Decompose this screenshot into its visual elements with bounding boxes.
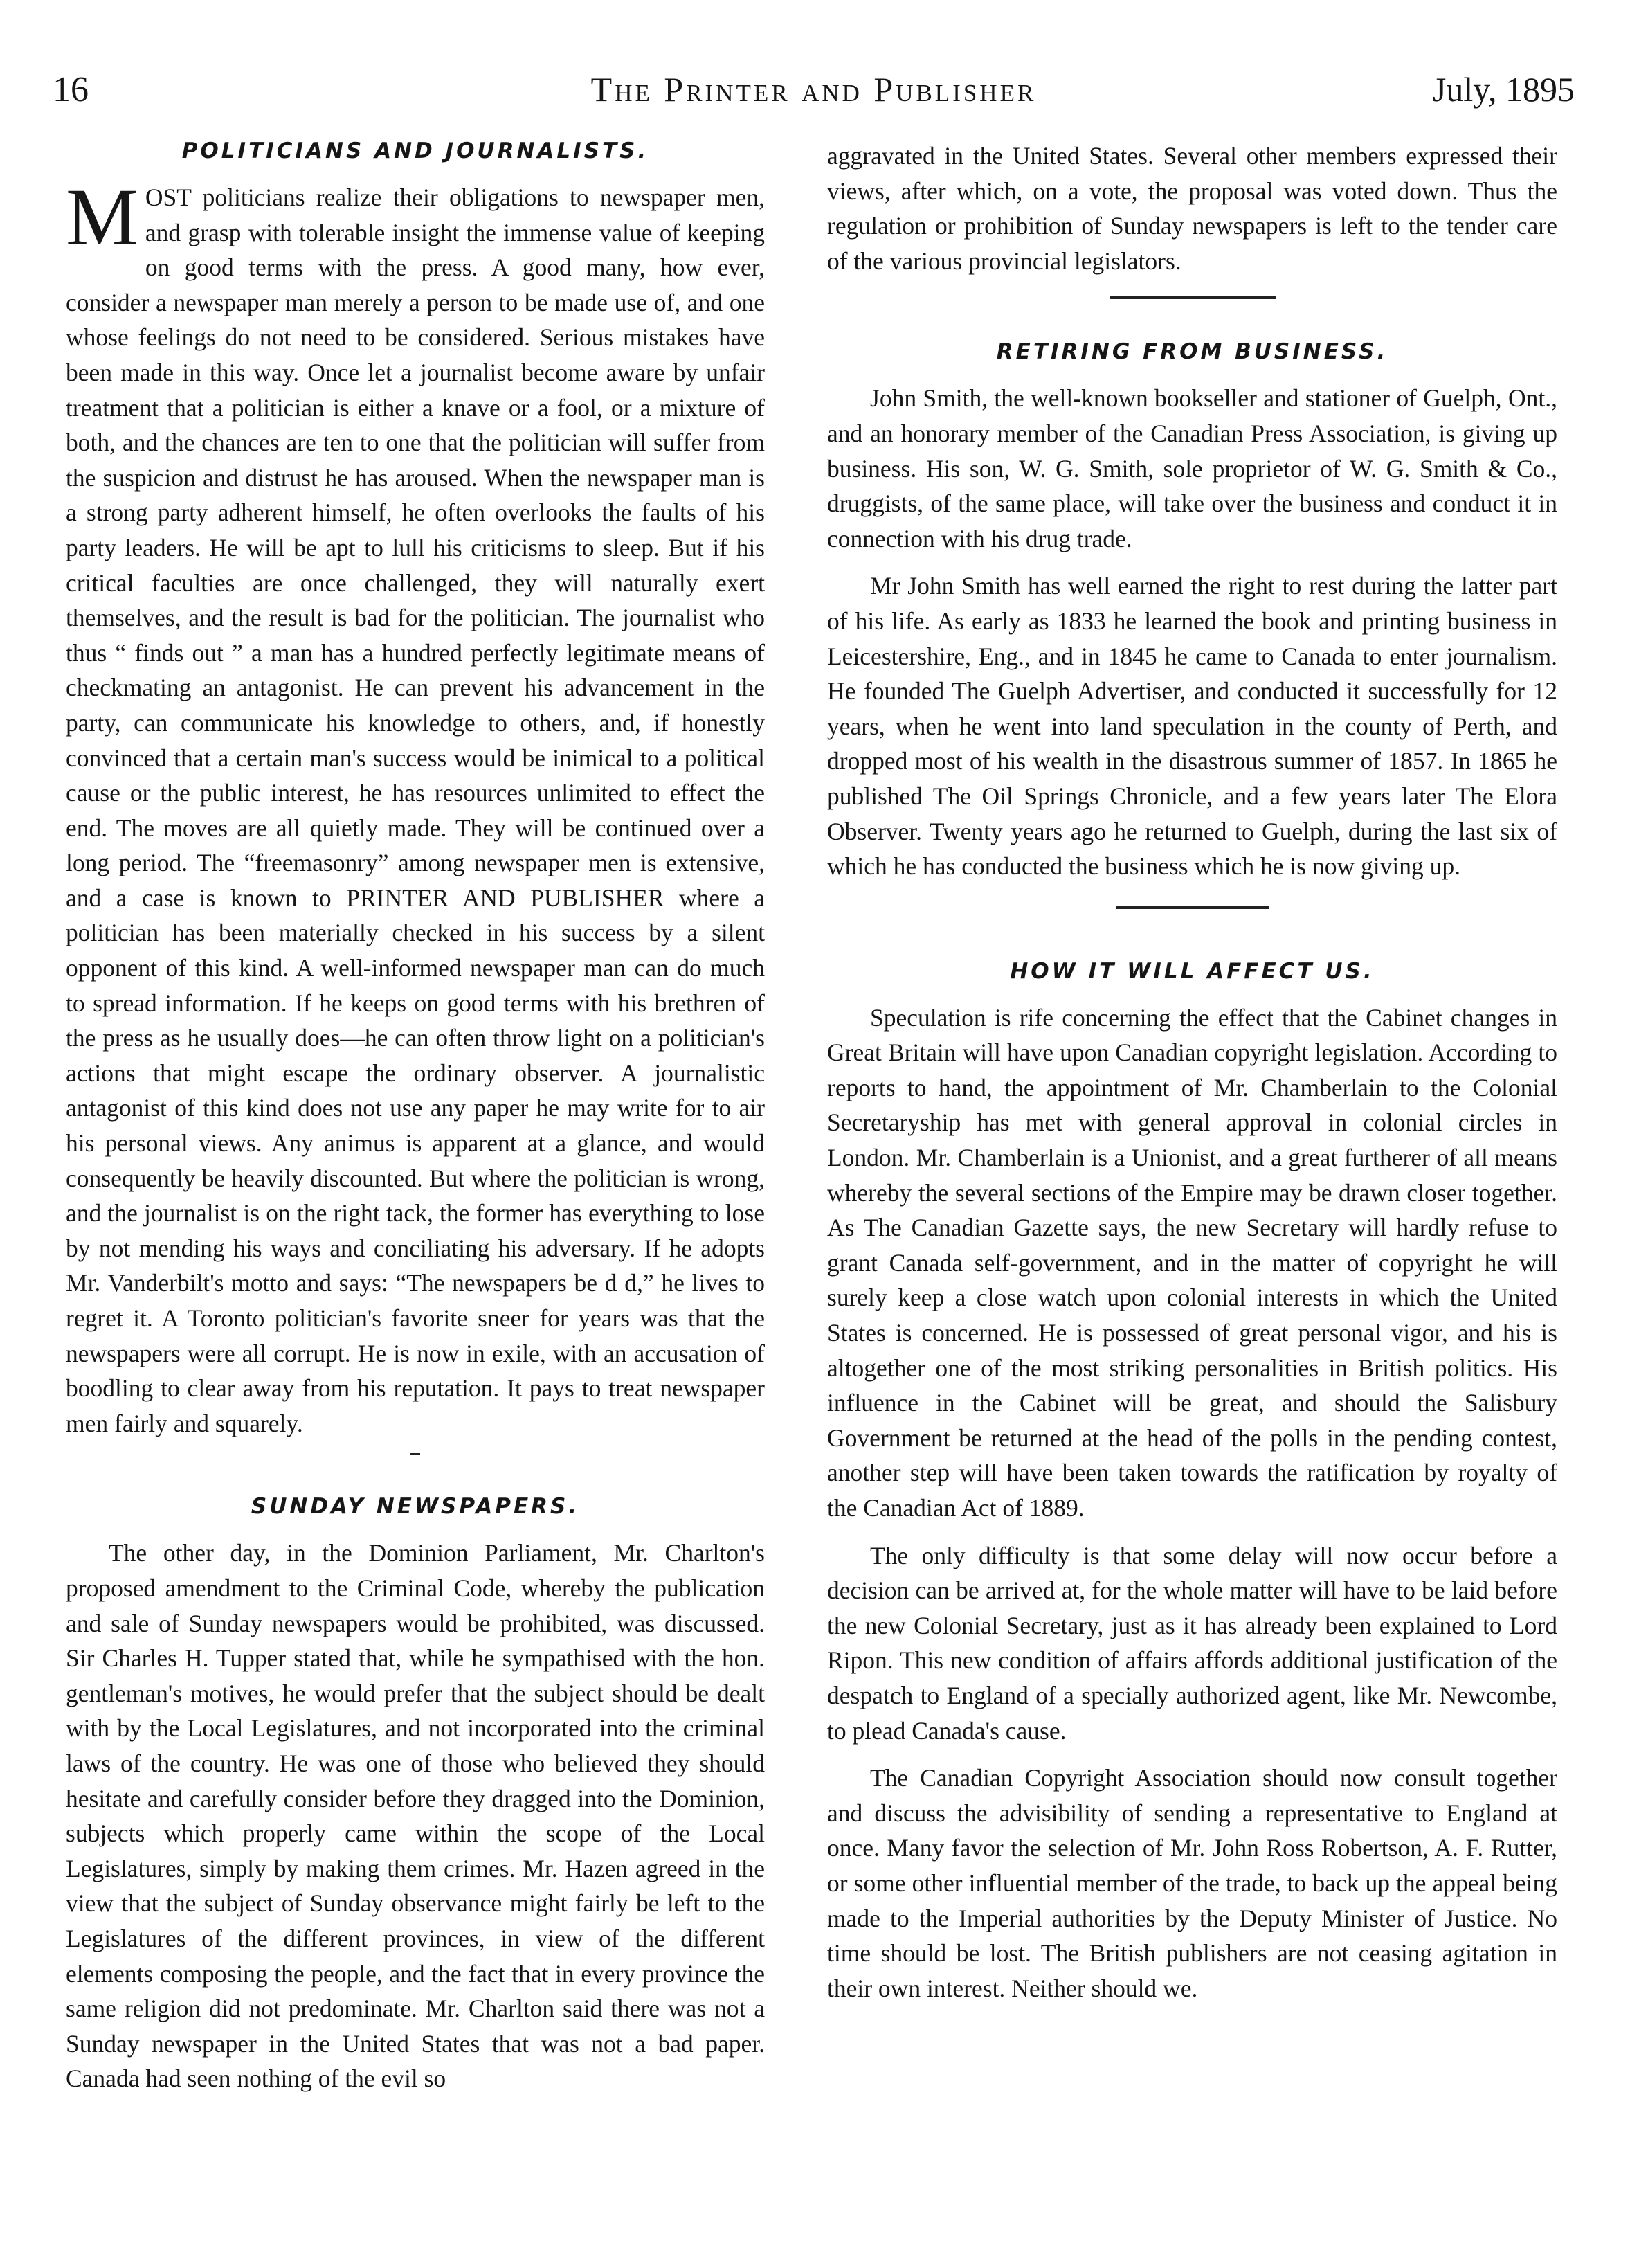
affect-paragraph-2: The only difficulty is that some delay will now occur before a decision can be arrived at, for the whole matter will have to be laid before the new Colonial Secretary, just as it has already been explained to Lord Ripon. This new condition of affairs affords additional justification of the despatch to England of a specially authorized agent, like Mr. Newcombe, to plead Canada's cause. xyxy=(827,1541,1557,1745)
section-divider xyxy=(1116,906,1269,909)
right-column xyxy=(827,138,1557,2018)
retiring-paragraph-2: Mr John Smith has well earned the right to rest during the latter part of his life. As early as 1833 he learned the book and printing business in Leicestershire, Eng., and in 1845 he came to Canada to enter journalism. He founded The Guelph Advertiser, and conducted it successfully for 12 years, when he went into land speculation in the county of Perth, and dropped most of his wealth in the disastrous summer of 1857. In 1865 he published The Oil Springs Chronicle, and a few years later The Elora Observer. Twenty years ago he returned to Guelph, during the last six of which he has conducted the business which he is now giving up. xyxy=(827,572,1557,881)
sunday-heading: SUNDAY NEWSPAPERS. xyxy=(251,1494,580,1520)
affect-heading: HOW IT WILL AFFECT US. xyxy=(1010,958,1375,984)
politicians-text: OST politicians realize their obligations to newspaper men, and grasp with tolerable insight the immense value of keeping on good terms with the press. A good many, how ever, consider a newspaper man merely a person to be made use of, and one whose feelings do not need to be considered. Serious mistakes have been made in this way. Once let a journalist become aware by unfair treatment that a politician is either a knave or a fool, or a mixture of both, and the chances are ten to one that the politician will suffer from the suspicion and distrust he has aroused. When the newspaper man is a strong party adherent himself, he often overlooks the faults of his party leaders. He will be apt to lull his criticisms to sleep. But if his critical faculties are once challenged, they will naturally exert themselves, and the result is bad for the politician. The journalist who thus “ finds out ” a man has a hundred perfectly legitimate means of checkmating an antagonist. He can prevent his advancement in the party, can communicate his knowledge to others, and, if honestly convinced that a certain man's success would be inimical to a political cause or the public interest, he has resources unlimited to effect the end. The moves are all quietly made. They will be continued over a long period. The “freemasonry” among newspaper men is extensive, and a case is known to PRINTER AND PUBLISHER where a politician has been materially checked in his success by a silent opponent of this kind. A well-informed newspaper man can do much to spread information. If he keeps on good terms with his brethren of the press as he usually does—he can often throw light on a politician's actions that might escape the ordinary observer. A journalistic antagonist of this kind does not use any paper he may write for to air his personal views. Any animus is apparent at a glance, and would consequently be heavily discounted. But where the politician is wrong, and the journalist is on the right tack, the former has everything to lose by not mending his ways and conciliating his adversary. If he adopts Mr. Vanderbilt's motto and says: “The newspapers be d d,” he lives to regret it. A Toronto politician's favorite sneer for years was that the newspapers were all corrupt. He is now in exile, with an accusation of boodling to clear away from his reputation. It pays to treat newspaper men fairly and squarely. xyxy=(66,183,765,1437)
drop-cap: M xyxy=(66,172,138,262)
issue-date: July, 1895 xyxy=(1432,70,1575,109)
section-divider xyxy=(410,1453,420,1455)
section-divider xyxy=(1110,296,1276,299)
left-column xyxy=(66,138,765,2109)
page-number: 16 xyxy=(53,70,89,109)
retiring-paragraph-1: John Smith, the well-known bookseller and stationer of Guelph, Ont., and an honorary member of the Canadian Press Association, is giving up business. His son, W. G. Smith, sole proprietor of W. G. Smith & Co., druggists, of the same place, will take over the business and conduct it in connection with his drug trade. xyxy=(827,384,1557,552)
retiring-heading: RETIRING FROM BUSINESS. xyxy=(996,339,1388,365)
sunday-paragraph: The other day, in the Dominion Parliament, Mr. Charlton's proposed amendment to the Criminal Code, whereby the publication and sale of Sunday newspapers would be prohibited, was discussed. Sir Charles H. Tupper stated that, while he sympathised with the hon. gentleman's motives, he would prefer that the subject should be dealt with by the Local Legislatures, and not incorporated into the criminal laws of the country. He was one of those who believed they should hesitate and carefully consider before they dragged into the Dominion, subjects which properly came within the scope of the Local Legislatures, simply by making them crimes. Mr. Hazen agreed in the view that the subject of Sunday observance might fairly be left to the Legislatures of the different provinces, in view of the different elements composing the people, and the fact that in every province the same religion did not predominate. Mr. Charlton said there was not a Sunday newspaper in the United States that was not a bad paper. Canada had seen nothing of the evil so xyxy=(66,1539,765,2093)
running-head xyxy=(53,69,1575,125)
politicians-heading: POLITICIANS AND JOURNALISTS. xyxy=(181,138,649,163)
journal-title: The Printer and Publisher xyxy=(590,70,1037,109)
affect-paragraph-1: Speculation is rife concerning the effect that the Cabinet changes in Great Britain will have upon Canadian copyright legislation. According to reports to hand, the appointment of Mr. Chamberlain to the Colonial Secretaryship has met with general approval in colonial circles in London. Mr. Chamberlain is a Unionist, and a great furtherer of all means whereby the several sections of the Empire may be drawn closer together. As The Canadian Gazette says, the new Secretary will hardly refuse to grant Canada self-government, and in the matter of copyright he will surely keep a close watch upon colonial interests in which the United States is concerned. He is possessed of great personal vigor, and his is altogether one of the most striking personalities in British politics. His influence in the Cabinet will be great, and should the Salisbury Government be returned at the head of the polls in the pending contest, another step will have been taken towards the ratification by royalty of the Canadian Act of 1889. xyxy=(827,1003,1557,1522)
affect-paragraph-3: The Canadian Copyright Association should now consult together and discuss the advisibility of sending a representative to England at once. Many favor the selection of Mr. John Ross Robertson, A. F. Rutter, or some other influential member of the trade, to back up the appeal being made to the Imperial authorities by the Deputy Minister of Justice. No time should be lost. The British publishers are not ceasing agitation in their own interest. Neither should we. xyxy=(827,1764,1557,2002)
sunday-continued-paragraph: aggravated in the United States. Several other members expressed their views, after which, on a vote, the proposal was voted down. Thus the regulation or prohibition of Sunday newspapers is left to the tender care of the various provincial legislators. xyxy=(827,142,1557,275)
politicians-paragraph xyxy=(66,172,765,1441)
